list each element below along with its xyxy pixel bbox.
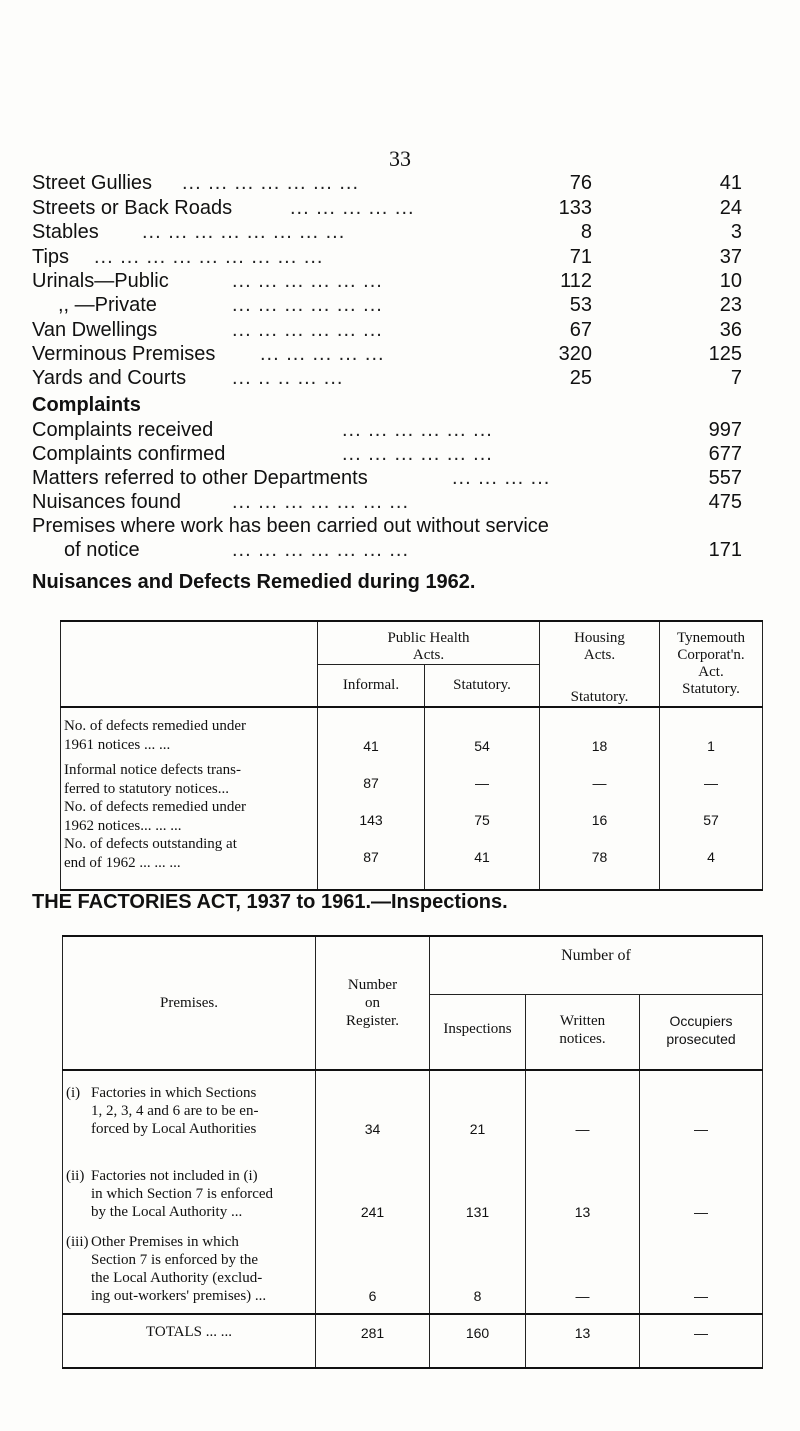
register-header: Number on Register.	[316, 936, 430, 1070]
table-cell: 131	[465, 1204, 490, 1220]
table-cell: 6	[368, 1288, 377, 1304]
table-row-label: No. of defects outstanding at end of 1962 ... ... ...	[64, 836, 237, 871]
statutory-header: Statutory.	[425, 665, 540, 707]
table-cell: —	[475, 775, 489, 791]
row-value-a: 67	[569, 319, 592, 341]
table-cell: 8	[473, 1288, 482, 1304]
row-label: Stables	[32, 221, 99, 243]
row-label: Yards and Courts	[32, 367, 187, 389]
housing-statutory-header: Statutory.	[570, 689, 629, 705]
premises-row	[63, 1084, 315, 1167]
page-number: 33	[389, 146, 411, 171]
complaint-value: 475	[708, 491, 742, 513]
row-value-b: 37	[719, 246, 742, 268]
row-label: Van Dwellings	[32, 319, 158, 341]
row-value-a: 76	[569, 172, 592, 194]
row-value-a: 53	[569, 294, 592, 316]
row-value-b: 23	[719, 294, 742, 316]
factories-row-labels	[63, 1070, 316, 1314]
list-row	[32, 343, 742, 367]
row-label: Factories in which Sections 1, 2, 3, 4 and 6 are to be en- forced by Local Authorities	[91, 1085, 259, 1137]
table-cell: 87	[363, 775, 379, 791]
table-cell: 18	[591, 738, 608, 754]
row-label: Verminous Premises	[32, 343, 216, 365]
premises-header: Premises.	[63, 936, 316, 1070]
table-row-label: No. of defects remedied under 1961 notices ... ...	[64, 718, 247, 753]
register-column	[316, 1070, 430, 1314]
informal-header: Informal.	[318, 665, 425, 707]
leader-dots: ... ... ... ... ... ...	[232, 319, 383, 341]
leader-dots: ... ... ... ... ...	[290, 197, 415, 219]
table-cell: 16	[591, 812, 608, 828]
row-label: Urinals—Public	[32, 270, 169, 292]
occupiers-prosecuted-column	[640, 1070, 763, 1314]
table-cell: 57	[703, 812, 719, 828]
complaint-row	[32, 515, 742, 539]
housing-header	[540, 621, 660, 707]
written-notices-header: Written notices.	[526, 994, 640, 1070]
table-cell: 34	[364, 1121, 381, 1137]
table-cell: —	[575, 1121, 590, 1137]
housing-header-label: Housing Acts.	[574, 630, 625, 663]
complaint-value: 557	[708, 467, 742, 489]
complaint-value: 997	[708, 419, 742, 441]
list-row	[32, 197, 742, 221]
complaint-label: Matters referred to other Departments	[32, 467, 368, 489]
nuisances-row-labels	[61, 707, 318, 890]
table-cell: 87	[363, 849, 379, 865]
row-value-b: 24	[719, 197, 742, 219]
row-label: ,, —Private	[58, 294, 157, 316]
tynemouth-column	[660, 707, 763, 890]
table-cell: —	[694, 1204, 709, 1220]
leader-dots: ... ... ... ... ... ...	[342, 419, 493, 441]
complaint-row	[32, 419, 742, 443]
premises-row	[63, 1167, 315, 1233]
statutory-column	[425, 707, 540, 890]
row-label: Tips	[32, 246, 70, 268]
empty-header-cell	[61, 621, 318, 707]
row-value-a: 71	[569, 246, 592, 268]
complaint-label: Nuisances found	[32, 491, 181, 513]
complaint-label-continued: of notice	[64, 539, 140, 561]
table-cell: 21	[469, 1121, 486, 1137]
list-row	[32, 319, 742, 343]
table-cell: 78	[591, 849, 608, 865]
row-label: Streets or Back Roads	[32, 197, 233, 219]
totals-occupiers-prosecuted: —	[640, 1314, 763, 1368]
row-value-a: 25	[569, 367, 592, 389]
leader-dots: ... .. .. ... ...	[232, 367, 344, 389]
premises-row	[63, 1233, 315, 1311]
row-value-b: 125	[708, 343, 742, 365]
leader-dots: ... ... ... ... ... ... ... ...	[142, 221, 346, 243]
row-label: Street Gullies	[32, 172, 153, 194]
row-value-a: 133	[558, 197, 592, 219]
list-row	[32, 246, 742, 270]
public-health-header: Public Health Acts.	[318, 621, 540, 665]
row-value-b: 41	[719, 172, 742, 194]
totals-inspections: 160	[430, 1314, 526, 1368]
written-notices-column	[526, 1070, 640, 1314]
table-cell: 41	[474, 849, 490, 865]
complaint-label: Complaints received	[32, 419, 214, 441]
leader-dots: ... ... ... ... ...	[260, 343, 385, 365]
complaint-row	[32, 467, 742, 491]
complaint-value: 171	[708, 539, 742, 561]
leader-dots: ... ... ... ... ... ...	[342, 443, 493, 465]
leader-dots: ... ... ... ... ... ...	[232, 270, 383, 292]
row-number: (iii)	[66, 1234, 89, 1250]
informal-column	[318, 707, 425, 890]
row-label: Other Premises in which Section 7 is enforced by the the Local Authority (exclud- ing out-workers' premises) ...	[91, 1234, 267, 1304]
list-row	[32, 172, 742, 196]
table-cell: 13	[574, 1204, 591, 1220]
inspections-header: Inspections	[430, 994, 526, 1070]
complaint-row	[32, 443, 742, 467]
totals-label: TOTALS ... ...	[63, 1314, 316, 1368]
leader-dots: ... ... ... ... ... ... ... ... ...	[94, 246, 324, 268]
table-cell: —	[694, 1288, 709, 1304]
nuisances-table	[60, 620, 763, 891]
table-cell: 54	[474, 738, 490, 754]
table-cell: —	[592, 775, 607, 791]
complaint-label: Complaints confirmed	[32, 443, 226, 465]
leader-dots: ... ... ... ... ... ... ...	[232, 539, 410, 561]
tynemouth-header: Tynemouth Corporat'n. Act. Statutory.	[660, 621, 763, 707]
row-value-b: 3	[730, 221, 742, 243]
table-cell: 143	[359, 812, 383, 828]
complaint-label: Premises where work has been carried out without service	[32, 515, 549, 537]
row-number: (ii)	[66, 1168, 85, 1184]
table-row-label: Informal notice defects trans- ferred to statutory notices...	[64, 762, 242, 797]
table-row-label: No. of defects remedied under 1962 notices... ... ...	[64, 799, 247, 834]
nuisances-title: Nuisances and Defects Remedied during 1962.	[32, 571, 476, 593]
table-cell: 241	[360, 1204, 385, 1220]
totals-register: 281	[316, 1314, 430, 1368]
list-row	[32, 294, 742, 318]
row-value-a: 8	[580, 221, 592, 243]
number-of-header: Number of	[430, 936, 763, 994]
factories-table	[62, 935, 763, 1369]
complaint-value: 677	[708, 443, 742, 465]
row-number: (i)	[66, 1085, 81, 1101]
list-row	[32, 221, 742, 245]
list-row	[32, 367, 742, 391]
factories-title: THE FACTORIES ACT, 1937 to 1961.—Inspections.	[32, 891, 508, 913]
housing-column	[540, 707, 660, 890]
table-cell: —	[575, 1288, 590, 1304]
list-row	[32, 270, 742, 294]
row-value-a: 112	[560, 270, 592, 292]
table-cell: 41	[363, 738, 379, 754]
occupiers-prosecuted-header: Occupiers prosecuted	[640, 994, 763, 1070]
table-cell: 75	[474, 812, 490, 828]
complaints-heading: Complaints	[32, 394, 141, 416]
table-cell: 1	[707, 738, 715, 754]
leader-dots: ... ... ... ... ... ...	[232, 294, 383, 316]
row-value-b: 10	[719, 270, 742, 292]
row-value-a: 320	[558, 343, 592, 365]
table-cell: —	[704, 775, 719, 791]
inspections-column	[430, 1070, 526, 1314]
complaint-row	[32, 491, 742, 515]
row-value-b: 36	[719, 319, 742, 341]
table-cell: 4	[707, 849, 715, 865]
leader-dots: ... ... ... ... ... ... ...	[182, 172, 360, 194]
complaint-row-continued	[32, 539, 742, 563]
totals-written-notices: 13	[526, 1314, 640, 1368]
leader-dots: ... ... ... ... ... ... ...	[232, 491, 410, 513]
table-cell: —	[694, 1121, 709, 1137]
leader-dots: ... ... ... ...	[452, 467, 551, 489]
row-label: Factories not included in (i) in which Section 7 is enforced by the Local Authority ...	[91, 1168, 274, 1220]
row-value-b: 7	[730, 367, 742, 389]
